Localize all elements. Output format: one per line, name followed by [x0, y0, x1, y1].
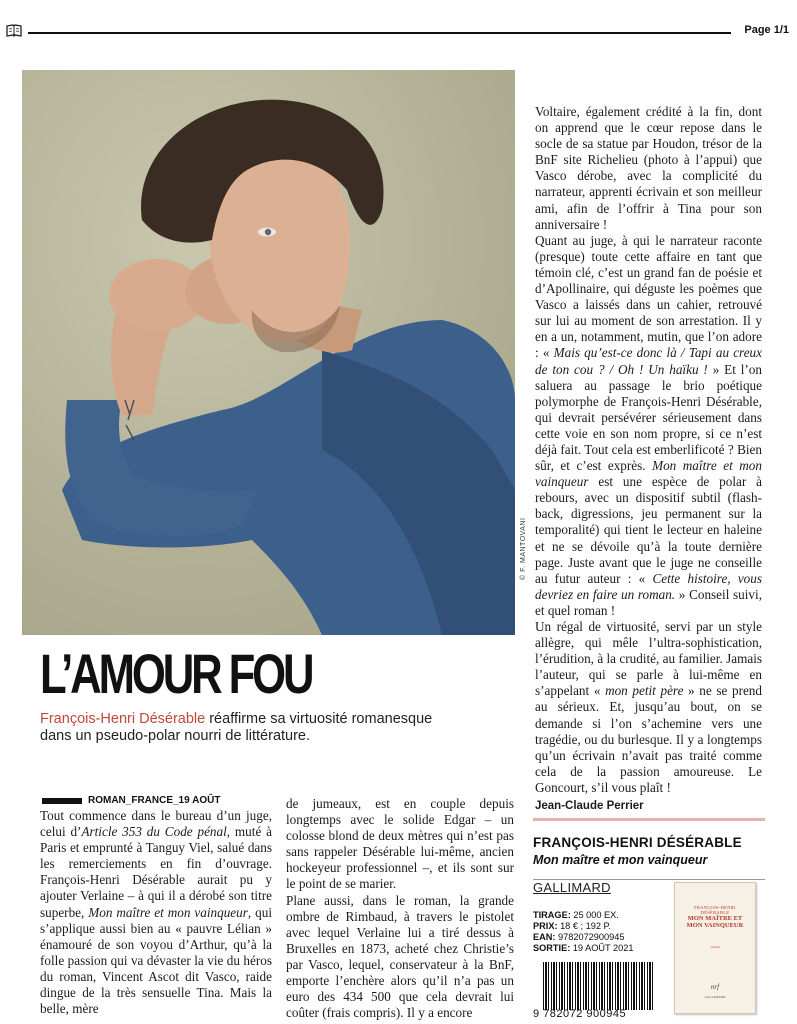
- book-details: TIRAGE: 25 000 EX. PRIX: 18 € ; 192 P. EAN: 9782072900945 SORTIE: 19 AOÛT 2021: [533, 910, 634, 953]
- paragraph: de jumeaux, est en couple depuis longtemps avec le solide Edgar – un colosse blond de deux mètres qui n’est pas sans rappeler Désérable lui-même, ancien hockeyeur professionnel –, et ils sont sur le point de se marier.: [286, 796, 514, 892]
- standfirst-text: réaffirme sa virtuosité romanesque dans un pseudo-polar nourri de littérature.: [40, 711, 433, 744]
- page-header: [0, 0, 797, 60]
- cover-publisher-logo: nrf: [710, 983, 720, 991]
- article-column-1: [40, 808, 272, 1017]
- cover-publisher: GALLIMARD: [704, 995, 726, 999]
- photo-credit: © F. MANTOVANI: [520, 517, 527, 580]
- infobox-rule: [533, 818, 765, 821]
- cover-author: FRANÇOIS-HENRI DÉSÉRABLE: [694, 905, 736, 915]
- cover-title: MON MAÎTRE ET MON VAINQUEUR: [686, 915, 744, 929]
- header-rule: [28, 32, 731, 34]
- book-info-box: [533, 818, 765, 880]
- paragraph: Un régal de virtuosité, servi par un style allègre, qui mêle l’ultra-sophistication, l’érudition, à la crudité, au familier. Jamais l’auteur, qui se parle à lui-même en s’appelant « mon petit père » ne se prend au sérieux. Et, jusqu’au bout, on se demande si l’on s’achemine vers une tragédie, ou du burlesque. Il y a longtemps qu’un écrivain n’avait pas traité comme cela de la passion amoureuse. Le Goncourt, s’il vous plaît !: [535, 619, 762, 795]
- author-portrait-illustration: [22, 70, 515, 635]
- book-publisher: GALLIMARD: [533, 880, 611, 895]
- book-cover: [674, 882, 756, 1014]
- rubric-bar: [42, 798, 82, 804]
- section-rubric: [42, 795, 220, 806]
- paragraph: Quant au juge, à qui le narrateur raconte (presque) toute cette affaire en tant que témoin clé, c’est un grand fan de poésie et d’Apollinaire, qui déguste les poèmes que Vasco a laissés dans un cahier, retrouvé sur lui au moment de son arrestation. Il y en a un, notamment, mutin, que l’on adore : « Mais qu’est-ce donc là / Tapi au creux de ton cou ? / Oh ! Un haïku ! » Et l’on saluera au passage le brio poétique polymorphe de François-Henri Désérable, qui devrait persévérer sérieusement dans cette voie en son nom propre, si ce n’est déjà fait. Tout cela est emberlificoté ? Bien sûr, et c’est exprès. Mon maître et mon vainqueur est une espèce de polar à rebours, avec un dispositif subtil (flash-back, digressions, jeu permanent sur la temporalité) qui tient le lecteur en haleine et ne se dévoile qu’à la toute dernière page. Juste avant que le juge ne conseille au futur auteur : « Cette histoire, vous devriez en faire un roman. » Conseil suivi, et quel roman !: [535, 232, 763, 618]
- article-signature: Jean-Claude Perrier: [535, 800, 644, 813]
- paragraph: Voltaire, également crédité à la fin, dont on apprend que le cœur repose dans le socle de sa statue par Houdon, trésor de la BnF site Richelieu (photo à l’appui) que Vasco dérobe, avec la complicité du narrateur, apprenti écrivain et son meilleur ami, afin de l’offrir à Tina pour son anniversaire !: [535, 104, 762, 232]
- page-number: Page 1/1: [744, 24, 789, 36]
- paragraph: Tout commence dans le bureau d’un juge, celui d’Article 353 du Code pénal, muté à Paris et emprunté à Tanguy Viel, salué dans les remerciements en fin d’ouvrage. François-Henri Désérable aurait pu y ajouter Verlaine – à qui il a dérobé son titre superbe, Mon maître et mon vainqueur, qui s’applique aussi bien au « pauvre Lélian » énamouré de son voyou d’Arthur, qu’à la folle passion qui va dévaster la vie du héros du roman, Vincent Ascot dit Vasco, raide dingue de la très sensuelle Tina. Mais la belle, mère: [40, 808, 272, 1017]
- article-column-3: [535, 104, 762, 814]
- article-column-2: [286, 796, 514, 1021]
- cover-genre: roman: [710, 945, 720, 949]
- article-headline: L’AMOUR FOU: [40, 642, 312, 705]
- paragraph: Plane aussi, dans le roman, la grande ombre de Rimbaud, à travers le pistolet avec lequel Verlaine lui a tiré dessus à Bruxelles en 1873, acheté chez Christie’s par Vasco, lequel, conservateur à la BnF, emporte l’enchère alors qu’il n’a pas un euro des 434 500 que cela devrait lui coûter (frais compris). Il y a encore: [286, 892, 514, 1021]
- article-standfirst: [40, 711, 460, 745]
- book-icon: [6, 24, 22, 37]
- standfirst-author: François-Henri Désérable: [40, 711, 206, 727]
- book-author: FRANÇOIS-HENRI DÉSÉRABLE: [533, 835, 742, 850]
- rubric-label: ROMAN_FRANCE_19 AOÛT: [88, 795, 221, 806]
- book-title: Mon maître et mon vainqueur: [533, 853, 708, 867]
- barcode-bars: [543, 962, 655, 1010]
- author-photo: [22, 70, 515, 635]
- book-barcode: [533, 962, 658, 1018]
- barcode-digits: 9 782072 900945: [533, 1008, 627, 1020]
